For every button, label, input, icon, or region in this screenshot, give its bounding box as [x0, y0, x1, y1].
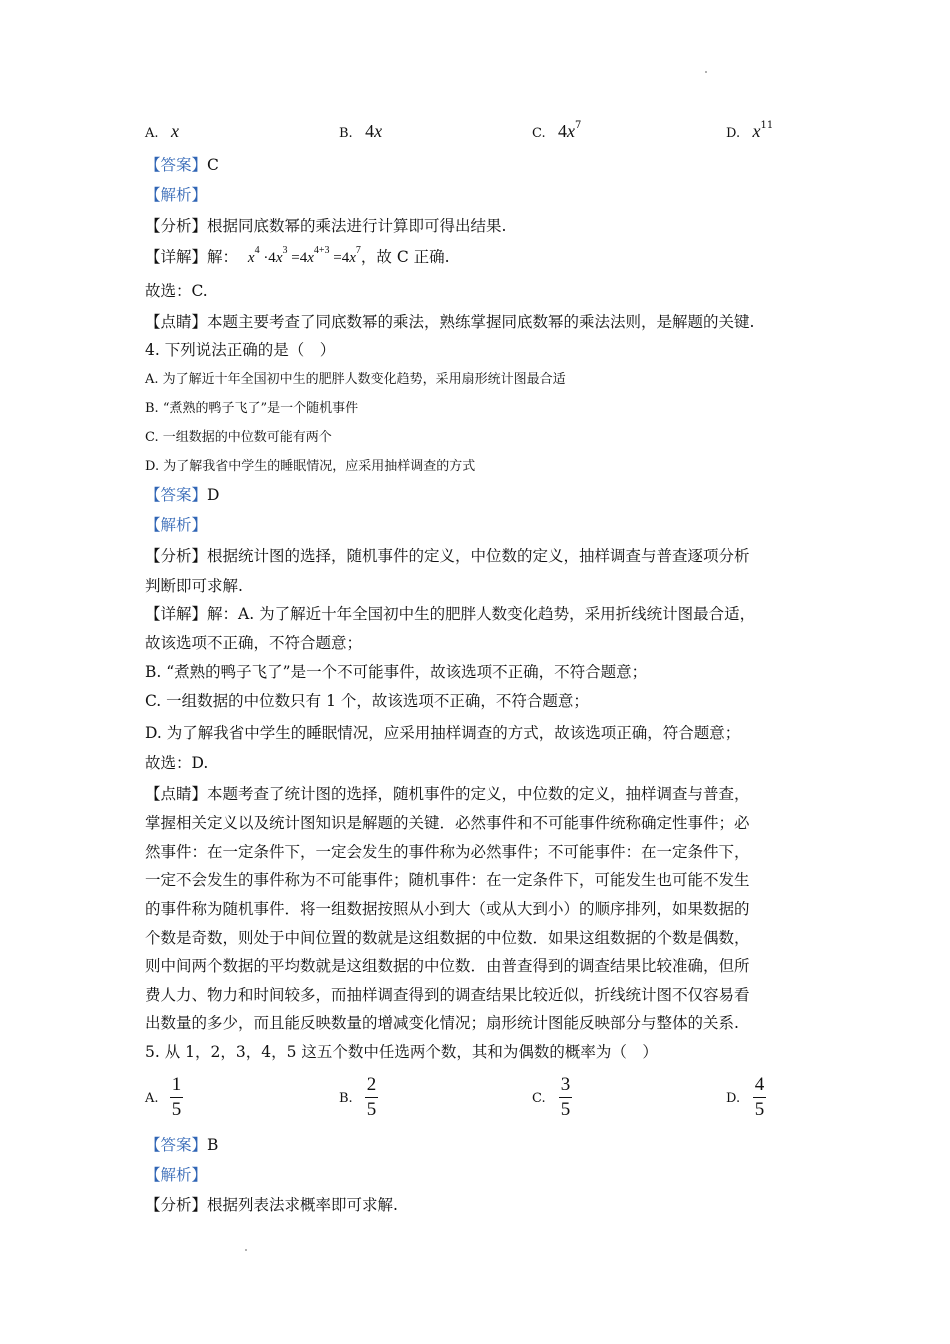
q3-option-c: C. $4x^7$: [532, 120, 582, 141]
q4-answer: 【答案】D: [145, 486, 220, 504]
q4-dianjing-line-1: 【点睛】本题考查了统计图的选择，随机事件的定义，中位数的定义，抽样调查与普查，: [145, 785, 750, 803]
q3-detail: 【详解】解： $x^4 \cdot 4x^3 =4x^{4+3} =4x^7$，故 C 正确.: [145, 245, 450, 266]
q4-detail-line-6: 故选：D.: [145, 754, 209, 772]
q4-fenxi-line-1: 【分析】根据统计图的选择，随机事件的定义，中位数的定义，抽样调查与普查逐项分析: [145, 547, 750, 565]
q5-question: 5. 从 1，2，3，4，5 这五个数中任选两个数，其和为偶数的概率为（ ）: [145, 1043, 658, 1061]
q5-option-a-fraction: 1 5: [171, 1074, 182, 1120]
q4-dianjing-line-5: 的事件称为随机事件．将一组数据按照从小到大（或从大到小）的顺序排列，如果数据的: [145, 900, 750, 918]
q4-dianjing-line-6: 个数是奇数，则处于中间位置的数就是这组数据的中位数．如果这组数据的个数是偶数，: [145, 929, 750, 947]
q4-dianjing-line-9: 出数量的多少，而且能反映数量的增减变化情况；扇形统计图能反映部分与整体的关系.: [145, 1014, 739, 1032]
q5-option-b-fraction: 2 5: [366, 1074, 377, 1120]
q4-detail-line-5: D. 为了解我省中学生的睡眠情况，应采用抽样调查的方式，故该选项正确，符合题意；: [145, 724, 741, 742]
q3-formula: $x^4 \cdot 4x^3 =4x^{4+3} =4x^7$: [247, 245, 361, 266]
q3-option-d: D. $x^{11}$: [726, 120, 774, 141]
q5-option-c-fraction: 3 5: [560, 1074, 571, 1120]
q4-option-c: C. 一组数据的中位数可能有两个: [145, 430, 332, 445]
q5-option-b-letter: B.: [339, 1091, 353, 1106]
q3-analysis-label: 【解析】: [145, 186, 208, 204]
q5-option-d-fraction: 4 5: [754, 1074, 765, 1120]
q5-option-a-letter: A.: [145, 1091, 159, 1106]
q4-detail-line-2: 故该选项不正确，不符合题意；: [145, 634, 363, 652]
q5-analysis-label: 【解析】: [145, 1166, 208, 1184]
q4-option-d: D. 为了解我省中学生的睡眠情况，应采用抽样调查的方式: [145, 459, 476, 474]
q4-dianjing-line-2: 掌握相关定义以及统计图知识是解题的关键．必然事件和不可能事件统称确定性事件；必: [145, 814, 750, 832]
page-speck: [245, 1249, 247, 1251]
q4-option-b: B. “煮熟的鸭子飞了”是一个随机事件: [145, 401, 359, 416]
q5-fenxi: 【分析】根据列表法求概率即可求解.: [145, 1196, 398, 1214]
page-speck: [705, 71, 707, 73]
q3-option-b: B. 4x: [339, 121, 383, 141]
q4-detail-line-1: 【详解】解：A. 为了解近十年全国初中生的肥胖人数变化趋势，采用折线统计图最合适，: [145, 605, 756, 623]
q4-option-a: A. 为了解近十年全国初中生的肥胖人数变化趋势，采用扇形统计图最合适: [145, 372, 566, 387]
q4-detail-line-4: C. 一组数据的中位数只有 1 个，故该选项不正确，不符合题意；: [145, 692, 589, 710]
q5-option-c-letter: C.: [532, 1091, 546, 1106]
q3-fenxi: 【分析】根据同底数幂的乘法进行计算即可得出结果.: [145, 217, 507, 235]
q3-choose: 故选：C.: [145, 282, 208, 300]
q4-dianjing-line-3: 然事件：在一定条件下，一定会发生的事件称为必然事件；不可能事件：在一定条件下，: [145, 843, 750, 861]
q5-option-d-letter: D.: [726, 1091, 741, 1106]
q4-fenxi-line-2: 判断即可求解.: [145, 577, 243, 595]
q4-dianjing-line-4: 一定不会发生的事件称为不可能事件；随机事件：在一定条件下，可能发生也可能不发生: [145, 871, 750, 889]
q5-answer: 【答案】B: [145, 1136, 219, 1154]
q3-answer: 【答案】C: [145, 156, 219, 174]
q4-analysis-label: 【解析】: [145, 516, 208, 534]
q4-dianjing-line-8: 费人力、物力和时间较多，而抽样调查得到的调查结果比较近似，折线统计图不仅容易看: [145, 986, 750, 1004]
q4-question: 4. 下列说法正确的是（ ）: [145, 341, 336, 359]
q4-dianjing-line-7: 则中间两个数据的平均数就是这组数据的中位数．由普查得到的调查结果比较准确，但所: [145, 957, 750, 975]
q3-dianjing: 【点睛】本题主要考查了同底数幂的乘法，熟练掌握同底数幂的乘法法则，是解题的关键.: [145, 313, 755, 331]
q4-detail-line-3: B. “煮熟的鸭子飞了”是一个不可能事件，故该选项不正确，不符合题意；: [145, 663, 648, 681]
q3-option-a: A. x: [145, 121, 179, 141]
